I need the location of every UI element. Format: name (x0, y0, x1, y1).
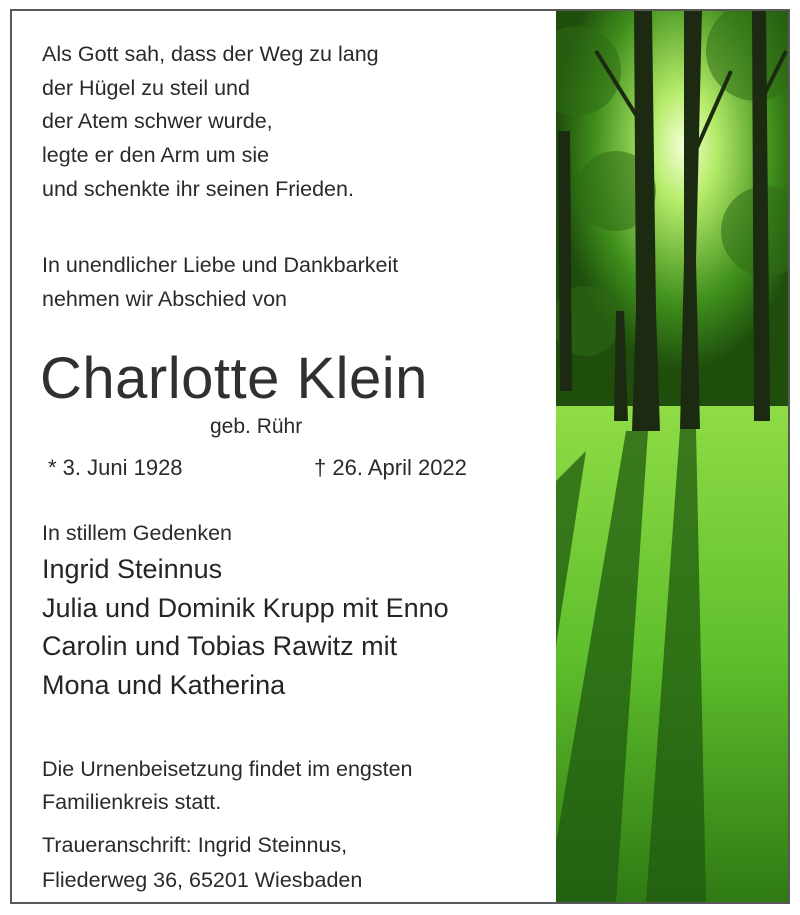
mourner-line: Mona und Katherina (42, 670, 286, 700)
text-column (12, 11, 556, 902)
poem-line: der Hügel zu steil und (42, 76, 250, 100)
death-date: † 26. April 2022 (314, 455, 467, 480)
mourner-line: Ingrid Steinnus (42, 554, 223, 584)
forest-photo (556, 11, 788, 902)
remembrance-label: In stillem Gedenken (42, 521, 233, 545)
poem-line: Als Gott sah, dass der Weg zu lang (42, 42, 379, 66)
intro-line: In unendlicher Liebe und Dankbarkeit (42, 253, 399, 277)
address-line: Traueranschrift: Ingrid Steinnus, (42, 833, 348, 857)
obituary-notice (10, 9, 790, 904)
address-line: Fliederweg 36, 65201 Wiesbaden (42, 868, 363, 892)
intro-line: nehmen wir Abschied von (42, 287, 288, 311)
poem-line: und schenkte ihr seinen Frieden. (42, 177, 354, 201)
birth-date: * 3. Juni 1928 (48, 455, 183, 480)
burial-note-line: Die Urnenbeisetzung findet im engsten (42, 757, 413, 781)
burial-note-line: Familienkreis statt. (42, 790, 222, 814)
poem-line: der Atem schwer wurde, (42, 109, 273, 133)
poem-line: legte er den Arm um sie (42, 143, 270, 167)
mourner-line: Carolin und Tobias Rawitz mit (42, 631, 398, 661)
birth-name: geb. Rühr (210, 415, 303, 438)
deceased-name: Charlotte Klein (40, 346, 428, 411)
mourner-line: Julia und Dominik Krupp mit Enno (42, 593, 449, 623)
